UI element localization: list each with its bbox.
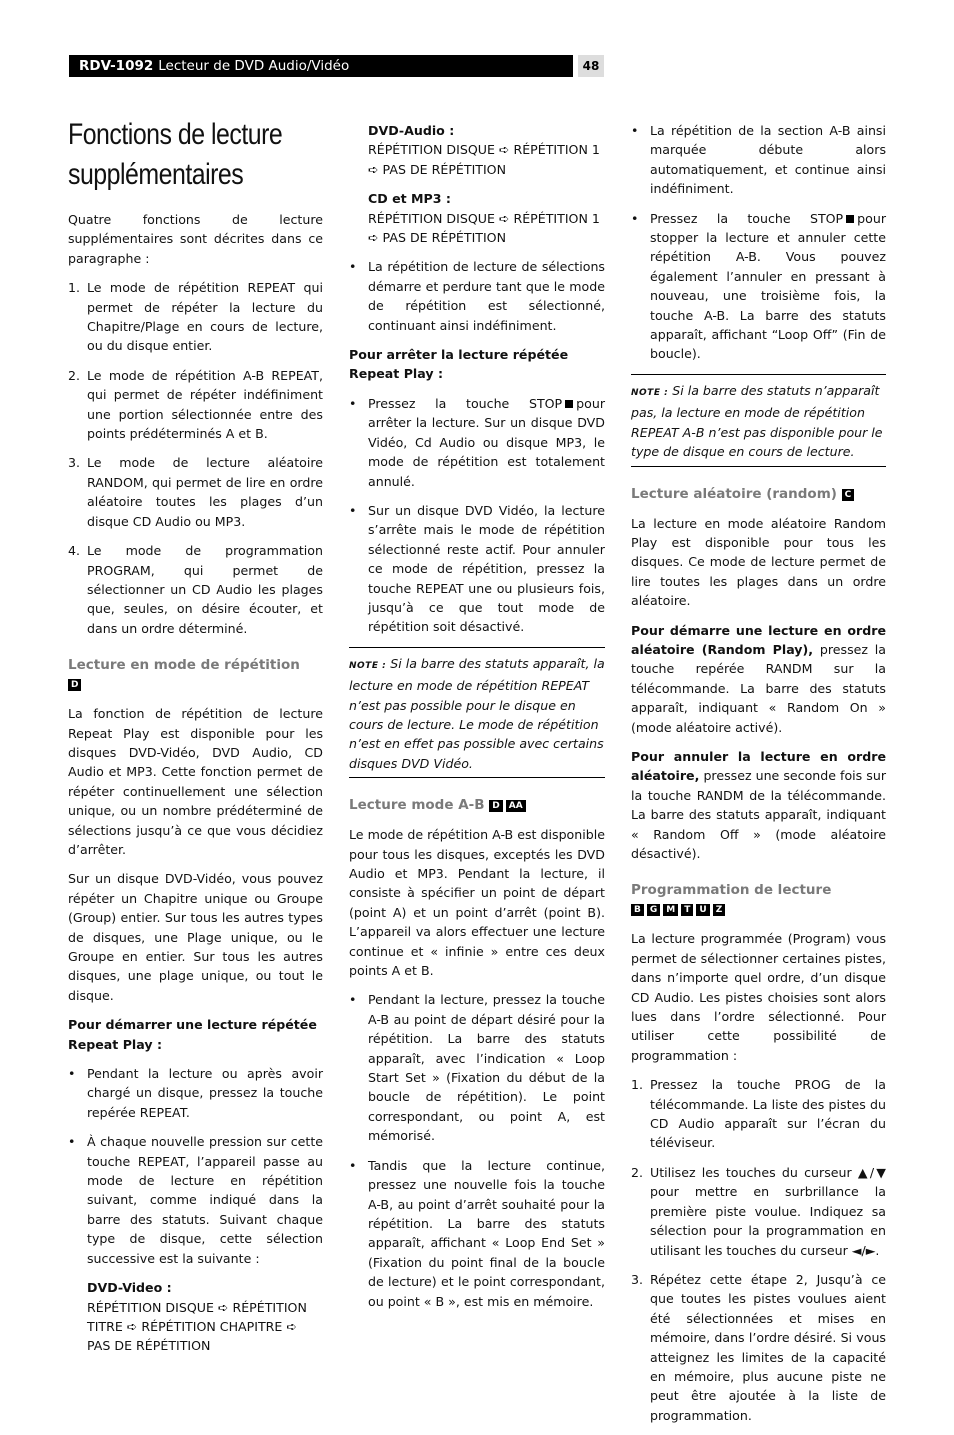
stop-repeat-bullets [349,394,605,637]
start-repeat-heading: Pour démarrer une lecture répétée Repeat Play : [68,1017,317,1052]
list-item: 4. Le mode de programmation PROGRAM, qui permet de sélectionner un CD Audio les plages que, seules, on désire écouter, et dans un ordre déterminé. [68,543,323,636]
list-item: 3. Le mode de lecture aléatoire RANDOM, qui permet de lire en ordre aléatoire toutes les plages d’un disque CD Audio ou MP3. [68,455,323,529]
stop-icon [846,215,854,223]
random-start-paragraph: Pour démarre une lecture en ordre aléatoire (Random Play), pressez la touche repérée RANDM sur la télécommande. La barre des statuts apparaît, indiquant « Random On » (mode aléatoire activé). [631,622,886,735]
random-cancel-paragraph: Pour annuler la lecture en ordre aléatoire, pressez une seconde fois sur la touche RANDM de la télécommande. La barre des statuts apparaît, indiquant « Random Off » (mode aléatoire désactivé). [631,748,886,861]
section-heading-program: Programmation de lecture B G M T U Z [631,882,832,916]
stop-repeat-heading: Pour arrêter la lecture répétée Repeat Play : [349,347,569,382]
note-ab: NOTE : Si la barre des statuts n’apparaît pas, la lecture en mode de répétition REPEAT A-B n’est pas disponible pour le type de disque en cours de lecture. [631,374,886,467]
page-number: 48 [578,55,604,77]
disc-type-badge: M [663,904,678,916]
cd-mp3-sequence: CD et MP3 : RÉPÉTITION DISQUE ➪ RÉPÉTITION 1 ➪ PAS DE RÉPÉTITION [368,191,600,246]
bullet-item: • Pendant la lecture, pressez la touche A-B au point de départ désiré pour la répétition. La barre des statuts apparaît, avec l’indication « Loop Start Set » (Fixation du début de la boucle de répétition). Le point correspondant, ou point A, est mémorisé. [349,992,605,1144]
bullet-item: • La répétition de lecture de sélections démarre et perdure tant que le mode de répétition est sélectionné, continuant ainsi indéfiniment. [349,259,605,333]
list-item: 3. Répétez cette étape 2, Jusqu’à ce que toutes les pistes voulues aient été sélectionnées et mises en mémoire, dans l’ordre désiré. Si vous atteignez les limites de la capacité en mémoire, plus aucune piste ne peut être ajoutée à la liste de programmation. [631,1271,886,1423]
column-1 [68,115,323,1366]
list-item: 2. Utilisez les touches du curseur ▲/▼ pour mettre en surbrillance la première piste voulue. Indiquez sa sélection pour la programmation en utilisant les touches du curseur ◄/►. [631,1164,886,1258]
repeat-paragraph-2: Sur un disque DVD-Vidéo, vous pouvez répéter un Chapitre unique ou Groupe (Group) entier. Sur tous les autres types de disques, une Plage unique, ou le Groupe en entier. Sur tous les autres disques, une plage unique, ou tout le disque. [68,871,323,1003]
disc-type-badge: T [681,904,693,916]
list-item: 1. Pressez la touche PROG de la télécommande. La liste des pistes du CD Audio apparaît sur l’écran du téléviseur. [631,1077,886,1151]
repeat-paragraph-1: La fonction de répétition de lecture Repeat Play est disponible pour les disques DVD-Vidéo, DVD Audio, CD Audio et MP3. Cette fonction permet de répéter continuellement une sélection unique, ou un nombre prédéterminé de sélections jusqu’à ce que vous décidiez d’arrêter. [68,706,323,857]
intro-paragraph: Quatre fonctions de lecture supplémentaires sont décrites dans ce paragraphe : [68,212,323,266]
header-subtitle: Lecteur de DVD Audio/Vidéo [158,58,350,74]
bullet-item: • La répétition de la section A-B ainsi marquée débute alors automatiquement, et continue ainsi indéfiniment. [631,123,886,197]
section-heading-repeat: Lecture en mode de répétition D [68,657,300,691]
dvd-audio-sequence: DVD-Audio : RÉPÉTITION DISQUE ➪ RÉPÉTITION 1 ➪ PAS DE RÉPÉTITION [368,123,600,177]
bullet-item: • Pendant la lecture ou après avoir chargé un disque, pressez la touche repérée REPEAT. [68,1066,323,1120]
program-steps [631,1075,886,1425]
repeat-info-bullets [349,257,605,335]
disc-type-badge: U [696,904,709,916]
disc-type-badge: B [631,904,644,916]
bullet-item: • Sur un disque DVD Vidéo, la lecture s’arrête mais le mode de répétition sélectionné reste actif. Pour annuler ce mode de répétition, pressez la touche REPEAT une ou plusieurs fois, jusqu’à ce que tout mode de répétition soit désactivé. [349,502,605,635]
start-repeat-bullets [68,1064,323,1268]
note-repeat: NOTE : Si la barre des statuts apparaît, la lecture en mode de répétition REPEAT n’est pas possible pour le disque en cours de lecture. Le mode de répétition n’est en effet pas possible avec certains disques DVD Vidéo. [349,647,605,778]
list-item: 1. Le mode de répétition REPEAT qui permet de répéter la lecture du Chapitre/Plage en cours de lecture, ou du disque entier. [68,280,323,354]
disc-type-badge: AA [506,800,526,812]
disc-type-badge: Z [713,904,726,916]
functions-list [68,278,323,638]
ab-continued-bullets [631,121,886,364]
stop-icon [565,400,573,408]
bullet-item: • À chaque nouvelle pression sur cette touche REPEAT, l’appareil passe au mode de lecture en répétition suivant, comme indiqué dans la barre des statuts. Suivant chaque type de disque, cette sélection successive est la suivante : [68,1134,323,1266]
section-heading-random: Lecture aléatoire (random) C [631,485,886,504]
program-paragraph: La lecture programmée (Program) vous permet de sélectionner certaines pistes, dans n’importe quel ordre, d’un disque CD Audio. Les pistes choisies sont alors lues dans l’ordre sélectionné. Pour utiliser cette possibilité de programmation : [631,931,886,1063]
list-item: 2. Le mode de répétition A-B REPEAT, qui permet de répéter indéfiniment une portion sélectionnée entre des points prédéterminés A et B. [68,367,323,442]
running-header [69,55,573,77]
bullet-item: • Pressez la touche STOP pour stopper la lecture et annuler cette répétition A-B. Vous pouvez également l’annuler en pressant à nouveau, une troisième fois, la touche A-B. La barre des statuts apparaît, affichant “Loop Off” (Fin de boucle). [631,210,886,362]
ab-paragraph: Le mode de répétition A-B est disponible pour tous les disques, exceptés les DVD Audio et MP3. Pendant la lecture, il consiste à spécifier un point de départ (point A) et un point d’arrêt (point B). L’appareil va alors effectuer une lecture continue et « infinie » entre ces deux points A et B. [349,827,605,979]
column-3 [631,121,886,1435]
model-name: RDV-1092 [79,58,154,74]
column-2 [349,121,605,1321]
bullet-item: • Tandis que la lecture continue, pressez une nouvelle fois la touche A-B, au point d’arrêt souhaité pour la répétition. La barre des statuts apparaît, affichant « Loop End Set » (Fixation du point final de la boucle de lecture) et le point correspondant, ou point « B », est mis en mémoire. [349,1157,605,1309]
ab-bullets [349,990,605,1311]
disc-type-badge: C [842,489,855,501]
title-line-1: Fonctions de lecture [68,118,283,151]
disc-type-badge: G [647,904,660,916]
page-title [68,115,325,195]
random-paragraph: La lecture en mode aléatoire Random Play est disponible pour tous les disques. Ce mode de lecture permet de lire toutes les plages dans un ordre aléatoire. [631,515,886,609]
dvd-video-sequence: DVD-Video : RÉPÉTITION DISQUE ➪ RÉPÉTITION TITRE ➪ RÉPÉTITION CHAPITRE ➪ PAS DE RÉPÉTITION [87,1280,307,1354]
disc-type-badge: D [68,679,81,691]
title-line-2: supplémentaires [68,158,244,191]
section-heading-ab: Lecture mode A-B D AA [349,796,605,815]
bullet-item: • Pressez la touche STOP pour arrêter la lecture. Sur un disque DVD Vidéo, Cd Audio ou disque MP3, le mode de répétition est totalement annulé. [349,395,605,489]
disc-type-badge: D [489,800,502,812]
